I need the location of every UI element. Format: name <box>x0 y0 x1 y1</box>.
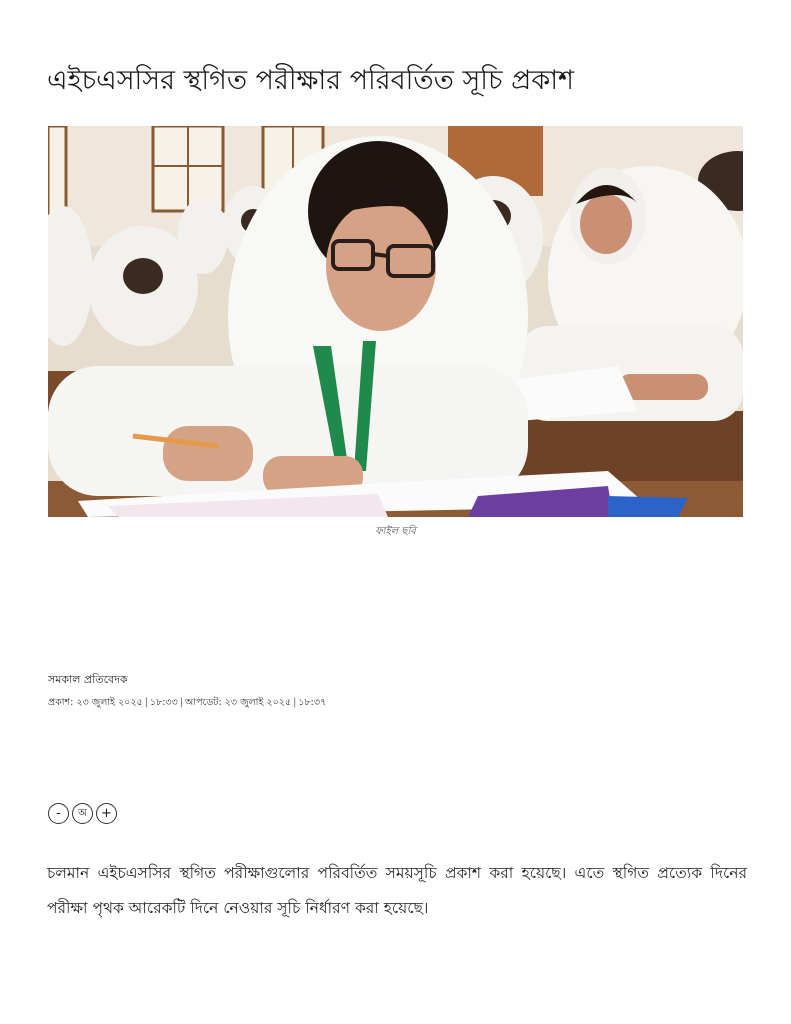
updated-time: ১৮:৩৭ <box>298 697 327 708</box>
dateline <box>48 696 326 711</box>
separator: | <box>144 697 148 708</box>
font-reset-button[interactable]: অ <box>72 803 93 824</box>
published-time: ১৮:৩৩ <box>149 697 178 708</box>
font-increase-button[interactable]: + <box>96 803 117 824</box>
article-title: এইচএসসির স্থগিত পরীক্ষার পরিবর্তিত সূচি প্রকাশ <box>47 65 575 96</box>
separator: | <box>179 697 183 708</box>
article-body: চলমান এইচএসসির স্থগিত পরীক্ষাগুলোর পরিবর্তিত সময়সূচি প্রকাশ করা হয়েছে। এতে স্থগিত প্রত্যেক দিনের পরীক্ষা পৃথক আরেকটি দিনে নেওয়ার সূচি নির্ধারণ করা হয়েছে। <box>47 864 747 917</box>
separator: | <box>293 697 297 708</box>
published-date: প্রকাশ: ২৩ জুলাই ২০২৫ <box>48 697 143 708</box>
article-photo <box>48 126 743 517</box>
image-caption: ফাইল ছবি <box>375 526 416 537</box>
author-name: সমকাল প্রতিবেদক <box>48 673 128 686</box>
updated-date: আপডেট: ২৩ জুলাই ২০২৫ <box>185 697 292 708</box>
font-decrease-button[interactable]: - <box>48 803 69 824</box>
font-size-controls <box>48 803 117 824</box>
